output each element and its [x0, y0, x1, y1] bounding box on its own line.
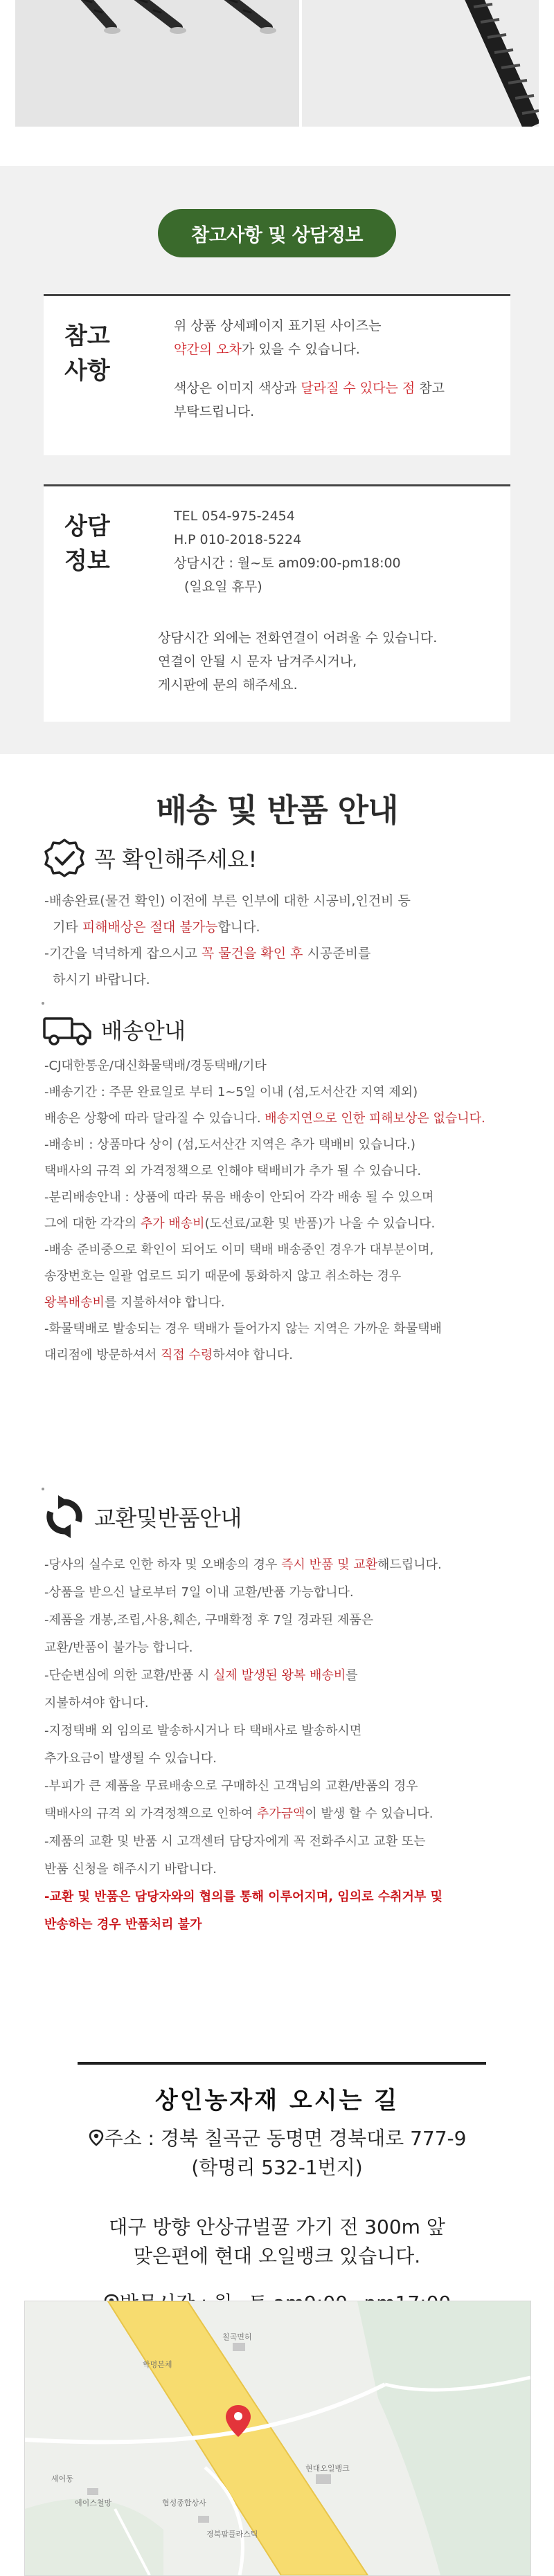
delivery-line-2: -배송기간 : 주문 완료일로 부터 1~5일 이내 (섬,도서산간 지역 제외) [44, 1085, 418, 1099]
consult-contact [174, 504, 401, 599]
consult-notes [158, 626, 437, 697]
exchange-line-11: -제품의 교환 및 반품 시 고객센터 담당자에게 꼭 전화주시고 교환 또는 [44, 1834, 426, 1849]
delivery-line-10-post: 를 지불하셔야 합니다. [104, 1295, 225, 1310]
check-heading-text: 꼭 확인해주세요! [94, 846, 257, 873]
truck-icon [42, 1009, 94, 1050]
exchange-line-2: -상품을 받으신 날로부터 7일 이내 교환/반품 가능합니다. [44, 1585, 354, 1600]
consult-hp: H.P 010-2018-5224 [174, 532, 302, 547]
consult-card [44, 484, 510, 722]
reference-title-2: 사항 [64, 357, 110, 385]
delivery-heading-text: 배송안내 [101, 1018, 186, 1044]
exchange-line-10-post: 이 발생 할 수 있습니다. [305, 1807, 434, 1821]
reference-line-3 [174, 376, 445, 400]
check-paragraph [44, 888, 529, 993]
check-red-2: 꼭 물건을 확인 후 [201, 946, 303, 961]
rebar-stakes-image [15, 0, 299, 127]
delivery-red-4: 직접 수령 [160, 1348, 213, 1362]
exchange-heading-text: 교환및반품안내 [94, 1505, 242, 1531]
reference-card [44, 294, 510, 455]
reference-line-3-a: 색상은 이미지 색상과 [174, 381, 301, 396]
delivery-line-12 [44, 1342, 529, 1369]
exchange-line-4: 교환/반품이 불가능 합니다. [44, 1641, 193, 1655]
exchange-line-8: 추가요금이 발생될 수 있습니다. [44, 1751, 217, 1766]
map-label-f: 현대오일뱅크 [305, 2464, 350, 2473]
delivery-red-3: 왕복배송비 [44, 1295, 105, 1310]
rebar-closeup-image [302, 0, 539, 127]
exchange-line-5-post: 를 [346, 1668, 358, 1683]
badge-check-icon [42, 837, 87, 879]
exchange-line-5-pre: -단순변심에 의한 교환/반품 시 [44, 1668, 214, 1683]
exchange-line-10 [44, 1800, 529, 1828]
delivery-line-7-pre: 그에 대한 각각의 [44, 1216, 141, 1231]
directions-divider [78, 2062, 486, 2065]
delivery-line-11: -화물택배로 발송되는 경우 택배가 들어가지 않는 지역은 가까운 화물택배 [44, 1322, 442, 1336]
divider-dot-2 [42, 1488, 44, 1490]
delivery-line-3-pre: 배송은 상황에 따라 달라질 수 있습니다. [44, 1111, 265, 1126]
delivery-line-3 [44, 1106, 529, 1132]
map-label-b: 학명본체 [143, 2360, 172, 2369]
consult-title-2: 정보 [64, 547, 110, 575]
delivery-paragraph [44, 1053, 529, 1369]
delivery-line-9: 송장번호는 일괄 업로드 되기 때문에 통화하지 않고 취소하는 경우 [44, 1269, 402, 1284]
map-canvas [25, 2301, 530, 2575]
delivery-red-1: 배송지연으로 인한 피해보상은 없습니다. [265, 1111, 485, 1126]
reference-line-2-rest: 가 있을 수 있습니다. [241, 342, 360, 357]
map-label-g: 경북팜플라스틱 [206, 2530, 258, 2539]
delivery-line-10 [44, 1290, 529, 1316]
consult-title-1: 상담 [64, 513, 110, 540]
map-label-a: 칠곡면허 [222, 2332, 252, 2341]
exchange-line-9: -부피가 큰 제품을 무료배송으로 구매하신 고객님의 교환/반품의 경우 [44, 1779, 418, 1793]
notice-header-badge: 참고사항 및 상담정보 [158, 209, 396, 257]
reference-red-1: 약간의 오차 [174, 342, 242, 357]
exchange-line-6: 지불하셔야 합니다. [44, 1696, 149, 1710]
exchange-line-1-post: 해드립니다. [377, 1558, 442, 1572]
exchange-line-1 [44, 1551, 529, 1579]
reference-line-1: 위 상품 상세페이지 표기된 사이즈는 [174, 318, 382, 334]
reference-text [174, 314, 445, 423]
map-label-d: 에이스철망 [75, 2499, 112, 2508]
notice-section [0, 166, 554, 754]
reference-line-2 [174, 338, 445, 361]
delivery-line-7-post: (도선료/교환 및 반품)가 나올 수 있습니다. [204, 1216, 436, 1231]
landmark-line-2: 맞은편에 현대 오일뱅크 있습니다. [133, 2245, 421, 2267]
delivery-line-6: -분리배송안내 : 상품에 따라 묶음 배송이 안되어 각각 배송 될 수 있으며 [44, 1190, 434, 1205]
exchange-paragraph [44, 1551, 529, 1939]
check-line-2-pre: 기타 [44, 920, 82, 935]
reference-line-4: 부탁드립니다. [174, 404, 255, 419]
exchange-red-2: 실제 발생된 왕복 배송비 [213, 1668, 346, 1683]
refresh-icon [42, 1494, 87, 1540]
reference-title-1: 참고 [64, 322, 110, 350]
exchange-line-5 [44, 1662, 529, 1690]
delivery-line-12-post: 하셔야 합니다. [213, 1348, 293, 1362]
exchange-warning-1: -교환 및 반품은 담당자와의 협의를 통해 이루어지며, 임의로 수취거부 및 [44, 1890, 443, 1904]
exchange-warning-2: 반송하는 경우 반품처리 불가 [44, 1917, 202, 1932]
check-line-3-pre: -기간을 넉넉하게 잡으시고 [44, 946, 202, 961]
delivery-line-4: -배송비 : 상품마다 상이 (섬,도서산간 지역은 추가 택배비 있습니다.) [44, 1138, 416, 1152]
location-pin-icon [88, 2129, 105, 2147]
consult-note-3: 게시판에 문의 해주세요. [158, 677, 298, 693]
shipping-title: 배송 및 반품 안내 [156, 792, 398, 829]
check-line-2 [44, 914, 529, 940]
exchange-line-10-pre: 택배사의 규격 외 가격정책으로 인하여 [44, 1807, 257, 1821]
reference-line-3-b: 참고 [415, 381, 445, 396]
delivery-line-12-pre: 대리점에 방문하셔서 [44, 1348, 161, 1362]
consult-note-2: 연결이 안될 시 문자 남겨주시거나, [158, 654, 357, 669]
location-map[interactable] [24, 2301, 531, 2576]
address-line-1 [0, 2124, 554, 2153]
delivery-line-1: -CJ대한통운/대신화물택배/경동택배/기타 [44, 1059, 267, 1073]
directions-title: 상인농자재 오시는 길 [154, 2087, 400, 2114]
product-photo-right [302, 0, 539, 127]
map-label-e: 협성종합상사 [162, 2499, 206, 2508]
consult-tel: TEL 054-975-2454 [174, 509, 295, 524]
address-text-1: 주소 : 경북 칠곡군 동명면 경북대로 777-9 [104, 2127, 467, 2150]
check-red-1: 피해배상은 절대 불가능 [82, 920, 218, 935]
consult-holiday: (일요일 휴무) [184, 579, 262, 594]
exchange-line-7: -지정택배 외 임의로 발송하시거나 타 택배사로 발송하시면 [44, 1724, 362, 1738]
delivery-line-8: -배송 준비중으로 확인이 되어도 이미 택배 배송중인 경우가 대부분이며, [44, 1243, 434, 1257]
check-line-1: -배송완료(물건 확인) 이전에 부른 인부에 대한 시공비,인건비 등 [44, 893, 411, 908]
divider-dot-1 [42, 1002, 44, 1005]
product-photo-left [15, 0, 299, 127]
reference-red-2: 달라질 수 있다는 점 [301, 381, 416, 396]
delivery-heading [42, 1009, 186, 1050]
delivery-red-2: 추가 배송비 [140, 1216, 205, 1231]
check-line-3 [44, 940, 529, 967]
landmark-line-1: 대구 방향 안상규벌꿀 가기 전 300m 앞 [109, 2216, 445, 2238]
exchange-line-1-pre: -당사의 실수로 인한 하자 및 오배송의 경우 [44, 1558, 282, 1572]
exchange-red-1: 즉시 반품 및 교환 [281, 1558, 378, 1572]
check-heading [42, 837, 257, 879]
address-line-2: (학명리 532-1번지) [191, 2156, 363, 2179]
consult-hours: 상담시간 : 월~토 am09:00-pm18:00 [174, 556, 401, 571]
map-label-c: 세어동 [51, 2474, 73, 2483]
check-line-3-post: 시공준비를 [303, 946, 371, 961]
product-photo-strip [15, 0, 539, 128]
exchange-heading [42, 1496, 242, 1537]
delivery-line-5: 택배사의 규격 외 가격정책으로 인해야 택배비가 추가 될 수 있습니다. [44, 1164, 422, 1178]
delivery-line-7 [44, 1211, 529, 1237]
check-line-4: 하시기 바랍니다. [44, 972, 150, 987]
exchange-red-3: 추가금액 [256, 1807, 305, 1821]
consult-note-1: 상담시간 외에는 전화연결이 어려울 수 있습니다. [158, 630, 438, 646]
check-line-2-post: 합니다. [217, 920, 260, 935]
exchange-line-3: -제품을 개봉,조립,사용,훼손, 구매확정 후 7일 경과된 제품은 [44, 1613, 374, 1627]
exchange-line-12: 반품 신청을 해주시기 바랍니다. [44, 1862, 217, 1876]
